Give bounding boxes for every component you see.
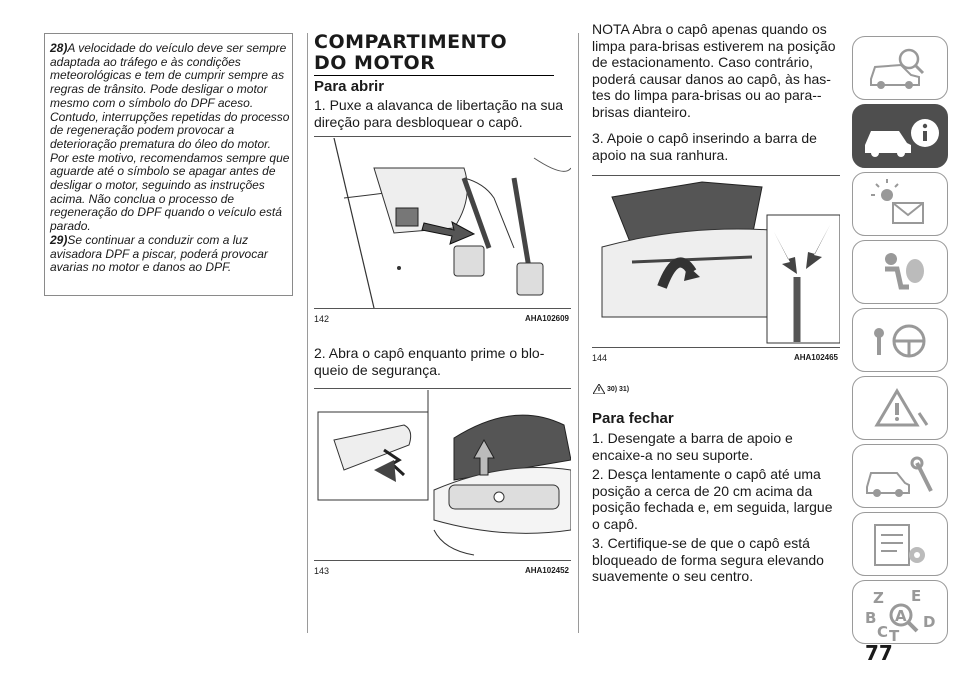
- tab-airbag[interactable]: [852, 240, 948, 304]
- alphabet-index-icon: [853, 581, 949, 645]
- warning-lights-envelope-icon: [853, 173, 949, 237]
- note-28-text: A velocidade do veículo deve ser sempre adaptada ao tráfego e às condições meteorológicas e tem de cumprir sempre as regras de trânsito. Pode desligar o motor mesmo com o símbolo do DPF aceso. Contudo, interrupções repetidas do processo de regeneração podem provocar a deterioração prematura do óleo do motor. Por este motivo, recomendamos sempre que aguarde até o símbolo se apagar antes de desligar o motor, seguindo as instruções acima. Não conclua o processo de regeneração do DPF quando o veículo está parado.: [50, 41, 290, 234]
- index-letter-a: A: [895, 607, 907, 625]
- car-info-icon: [853, 105, 949, 169]
- figure-143-number: 143: [314, 566, 330, 576]
- note-29-text: Se continuar a conduzir com a luz avisadora DPF a piscar, poderá provocar avarias no motor e danos ao DPF.: [50, 232, 268, 275]
- figure-144-code: AHA102465: [793, 353, 838, 362]
- column-divider-1: [307, 33, 308, 633]
- hood-safety-latch-illustration: [314, 390, 571, 560]
- tab-car-search[interactable]: [852, 36, 948, 100]
- car-wrench-icon: [853, 445, 949, 509]
- close-step-2: 2. Desça lentamente o capô até uma posição a cerca de 20 cm acima da posição fechada e, em seguida, largue o capô.: [592, 466, 833, 532]
- close-heading: Para fechar: [592, 410, 674, 427]
- index-letter-t: T: [889, 627, 900, 645]
- figure-142-number: 142: [314, 314, 330, 324]
- specifications-list-icon: [853, 513, 949, 577]
- figure-142-code: AHA102609: [524, 314, 569, 323]
- airbag-seat-icon: [853, 241, 949, 305]
- index-letter-e: E: [911, 587, 922, 605]
- index-letter-b: B: [865, 609, 877, 627]
- index-letter-d: D: [923, 613, 936, 631]
- note-29: [50, 234, 292, 275]
- index-letter-z: Z: [873, 589, 884, 607]
- section-title-line2: DO MOTOR: [314, 52, 436, 74]
- note-28: [50, 42, 292, 234]
- title-underline: [314, 75, 554, 76]
- note-28-number: 28): [50, 41, 68, 55]
- tab-warning-lights[interactable]: [852, 172, 948, 236]
- hood-release-lever-illustration: [314, 138, 571, 308]
- open-step-2: 2. Abra o capô enquanto prime o blo-queio de segurança.: [314, 345, 545, 378]
- note-29-number: 29): [50, 232, 68, 247]
- tab-alphabet-index[interactable]: [852, 580, 948, 644]
- key-steering-wheel-icon: [853, 309, 949, 373]
- close-step-1: 1. Desengate a barra de apoio e encaixe-a no seu suporte.: [592, 430, 793, 463]
- section-title: [314, 32, 507, 74]
- road-warning-icon: [853, 377, 949, 441]
- open-step-1: 1. Puxe a alavanca de libertação na sua direção para desbloquear o capô.: [314, 97, 564, 130]
- warning-refs-text: 30) 31): [606, 385, 630, 393]
- column-divider-2: [578, 33, 579, 633]
- section-title-line1: COMPARTIMENTO: [314, 31, 508, 53]
- figure-142: [314, 136, 571, 326]
- tab-road-warning[interactable]: [852, 376, 948, 440]
- tab-key-steering[interactable]: [852, 308, 948, 372]
- figure-143: [314, 388, 571, 578]
- warning-triangle-icon: [593, 384, 605, 394]
- figure-144: [592, 175, 840, 365]
- tab-car-info[interactable]: [852, 104, 948, 168]
- figure-143-code: AHA102452: [524, 566, 569, 575]
- tab-car-wrench[interactable]: [852, 444, 948, 508]
- open-heading: Para abrir: [314, 78, 385, 95]
- close-step-3: 3. Certifique-se de que o capô está bloqueado de forma segura elevando suavemente o seu centro.: [592, 535, 824, 584]
- open-step-3: 3. Apoie o capô inserindo a barra de apoio na sua ranhura.: [592, 130, 817, 163]
- hood-support-rod-illustration: [592, 177, 840, 347]
- note-paragraph: NOTA Abra o capô apenas quando os limpa para-brisas estiverem na posição de estacionamento. Caso contrário, poderá causar danos ao capô, às has-tes do limpa para-brisas ou ao para--brisas dianteiro.: [592, 21, 836, 120]
- figure-144-number: 144: [592, 353, 608, 363]
- page-number: 77: [865, 641, 893, 665]
- warning-refs: [593, 384, 629, 394]
- index-letter-c: C: [877, 623, 889, 641]
- warning-note-box: [44, 33, 293, 296]
- car-search-icon: [853, 37, 949, 101]
- tab-specifications[interactable]: [852, 512, 948, 576]
